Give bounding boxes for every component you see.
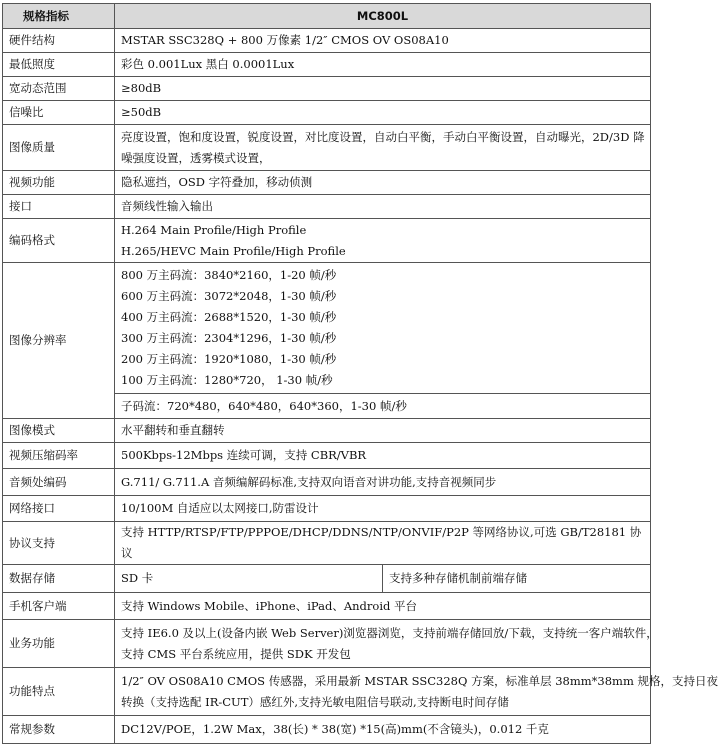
row-min-lux: [3, 53, 651, 77]
row-mobile: [3, 593, 651, 620]
row-value-left: SD 卡: [115, 565, 383, 593]
row-value: [115, 125, 651, 171]
row-protocol: [3, 522, 651, 565]
spec-table: [2, 3, 718, 744]
row-value: 10/100M 自适应以太网接口,防雷设计: [115, 496, 651, 522]
row-interface: [3, 195, 651, 219]
main-stream-list: [115, 263, 651, 394]
table-header-row: [3, 4, 651, 29]
row-label: 业务功能: [3, 620, 115, 668]
value-line: 亮度设置，饱和度设置，锐度设置，对比度设置，自动白平衡，手动白平衡设置，自动曝光，2D/3D 降: [121, 129, 645, 144]
row-business: [3, 620, 651, 668]
row-label: 协议支持: [3, 522, 115, 565]
row-label: 硬件结构: [3, 29, 115, 53]
row-value: ≥50dB: [115, 101, 651, 125]
row-storage: [3, 565, 651, 593]
value-line: 噪强度设置，透雾模式设置，: [121, 150, 271, 165]
row-value: 支持 Windows Mobile、iPhone、iPad、Android 平台: [115, 593, 651, 620]
sub-stream: 子码流：720*480，640*480，640*360，1-30 帧/秒: [115, 394, 651, 419]
row-label: 手机客户端: [3, 593, 115, 620]
row-label: 图像分辨率: [3, 263, 115, 419]
header-model: MC800L: [115, 4, 651, 29]
stream-line: 300 万主码流：2304*1296，1-30 帧/秒: [121, 331, 337, 345]
row-label: 宽动态范围: [3, 77, 115, 101]
row-resolution: [3, 263, 651, 394]
row-label: 编码格式: [3, 219, 115, 263]
row-value: [115, 219, 651, 263]
row-value: [115, 620, 658, 668]
stream-line: 400 万主码流：2688*1520，1-30 帧/秒: [121, 310, 337, 324]
stream-line: 200 万主码流：1920*1080，1-30 帧/秒: [121, 352, 337, 366]
row-value: [115, 668, 718, 716]
row-label: 网络接口: [3, 496, 115, 522]
row-value: 音频线性输入输出: [115, 195, 651, 219]
row-label: 视频压缩码率: [3, 443, 115, 469]
row-hardware: [3, 29, 651, 53]
value-line: 支持 CMS 平台系统应用，提供 SDK 开发包: [121, 646, 351, 661]
row-value: ≥80dB: [115, 77, 651, 101]
value-line: 转换（支持选配 IR-CUT）感红外,支持光敏电阻信号联动,支持断电时间存储: [121, 694, 509, 709]
row-value: 500Kbps-12Mbps 连续可调，支持 CBR/VBR: [115, 443, 651, 469]
row-value: 支持 HTTP/RTSP/FTP/PPPOE/DHCP/DDNS/NTP/ONVIF/P2P 等网络协议,可选 GB/T28181 协议: [115, 522, 651, 565]
row-label: 常规参数: [3, 716, 115, 744]
row-wdr: [3, 77, 651, 101]
row-label: 功能特点: [3, 668, 115, 716]
row-label: 最低照度: [3, 53, 115, 77]
stream-line: 600 万主码流：3072*2048，1-30 帧/秒: [121, 289, 337, 303]
stream-line: 100 万主码流：1280*720， 1-30 帧/秒: [121, 373, 333, 387]
row-snr: [3, 101, 651, 125]
row-encoding: [3, 219, 651, 263]
header-label: 规格指标: [3, 4, 115, 29]
row-label: 图像质量: [3, 125, 115, 171]
row-label: 图像模式: [3, 419, 115, 443]
row-general: [3, 716, 651, 744]
row-bitrate: [3, 443, 651, 469]
row-image-quality: [3, 125, 651, 171]
row-video: [3, 171, 651, 195]
row-value: 水平翻转和垂直翻转: [115, 419, 651, 443]
row-value-right: 支持多种存储机制前端存储: [383, 565, 651, 593]
row-value: DC12V/POE，1.2W Max，38(长) * 38(宽) *15(高)mm(不含镜头)，0.012 千克: [115, 716, 651, 744]
row-value: MSTAR SSC328Q + 800 万像素 1/2″ CMOS OV OS08A10: [115, 29, 651, 53]
row-audio: [3, 469, 651, 496]
row-features: [3, 668, 651, 716]
value-line: H.264 Main Profile/High Profile: [121, 222, 307, 237]
row-label: 接口: [3, 195, 115, 219]
row-value: G.711/ G.711.A 音频编解码标准,支持双向语音对讲功能,支持音视频同步: [115, 469, 651, 496]
row-label: 数据存储: [3, 565, 115, 593]
row-label: 音频处编码: [3, 469, 115, 496]
row-value: 彩色 0.001Lux 黑白 0.0001Lux: [115, 53, 651, 77]
value-line: 1/2″ OV OS08A10 CMOS 传感器，采用最新 MSTAR SSC328Q 方案，标准单层 38mm*38mm 规格，支持日夜: [121, 673, 718, 688]
stream-line: 800 万主码流：3840*2160，1-20 帧/秒: [121, 268, 337, 282]
row-label: 信噪比: [3, 101, 115, 125]
value-line: H.265/HEVC Main Profile/High Profile: [121, 243, 346, 258]
row-network: [3, 496, 651, 522]
row-label: 视频功能: [3, 171, 115, 195]
row-image-mode: [3, 419, 651, 443]
value-line: 支持 IE6.0 及以上(设备内嵌 Web Server)浏览器浏览，支持前端存储回放/下载，支持统一客户端软件，: [121, 625, 658, 640]
row-value: 隐私遮挡，OSD 字符叠加，移动侦测: [115, 171, 651, 195]
